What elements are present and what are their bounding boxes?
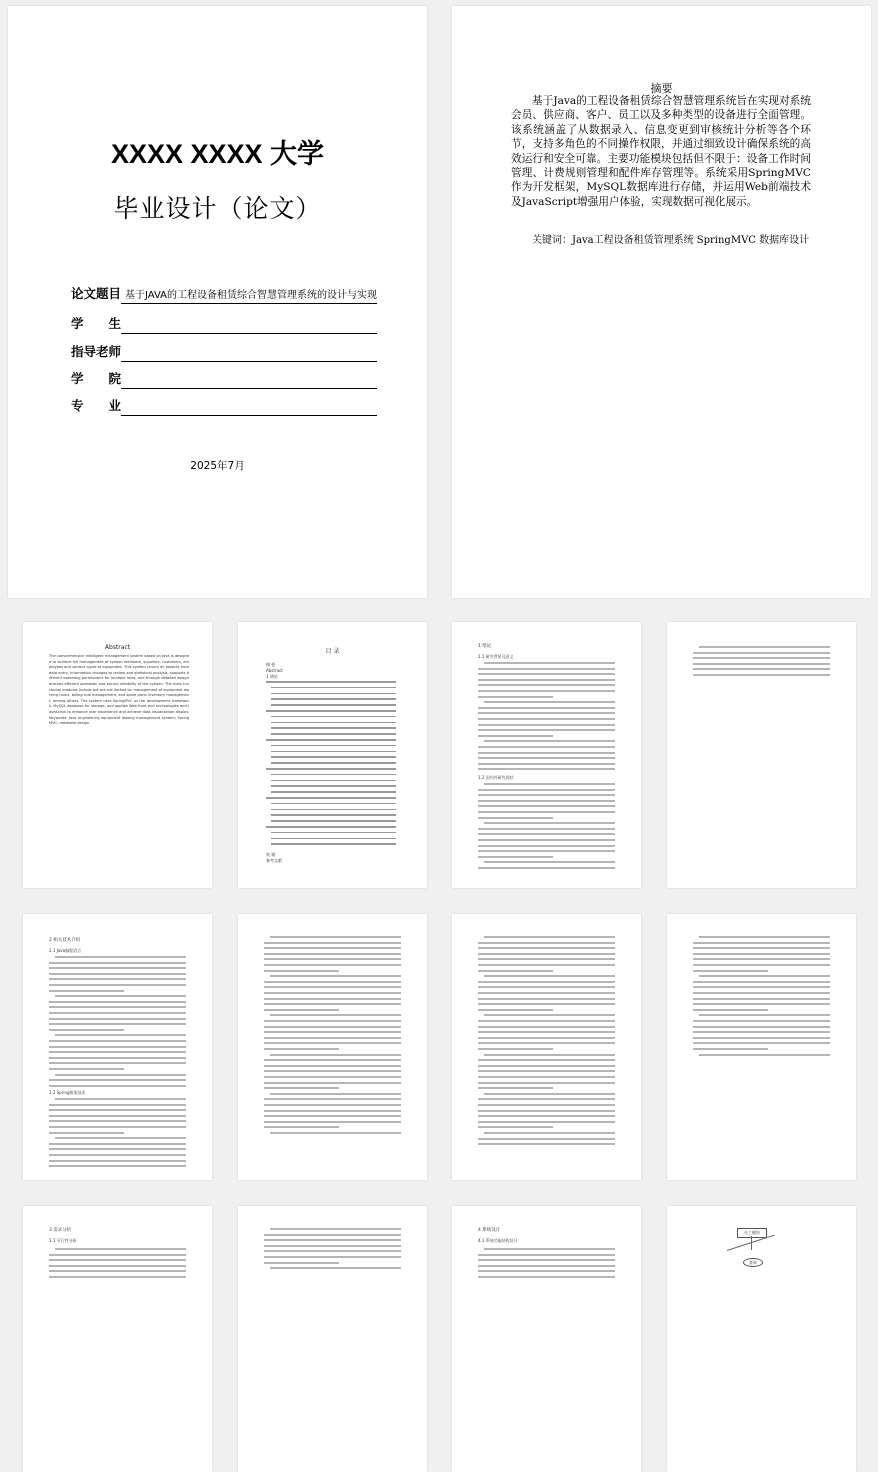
text-line bbox=[49, 1265, 186, 1267]
thesis-topic-value: 基于JAVA的工程设备租赁综合智慧管理系统的设计与实现 bbox=[125, 290, 378, 301]
text-line bbox=[484, 975, 615, 977]
thumb-page-chapter2-cont2 bbox=[452, 914, 641, 1180]
text-line bbox=[478, 724, 615, 726]
text-line bbox=[270, 1093, 401, 1095]
text-line bbox=[264, 1065, 401, 1067]
text-line bbox=[478, 1076, 615, 1078]
text-line bbox=[699, 1054, 830, 1056]
text-line bbox=[478, 1082, 615, 1084]
toc-title: 目 录 bbox=[325, 648, 340, 655]
text-line bbox=[264, 1082, 401, 1084]
text-line bbox=[49, 1259, 186, 1261]
text-line bbox=[49, 1018, 186, 1020]
text-line bbox=[478, 684, 615, 686]
text-line bbox=[693, 970, 768, 972]
chapter-heading: 4 系统设计 bbox=[478, 1228, 501, 1233]
text-line bbox=[55, 995, 186, 997]
text-line bbox=[484, 701, 615, 703]
section-heading: 2.1 Java编程语言 bbox=[49, 948, 82, 953]
thumb-page-chapter3 bbox=[23, 1206, 212, 1472]
thumb-page-chapter3-cont bbox=[238, 1206, 427, 1472]
chapter-heading: 1 绪论 bbox=[478, 644, 492, 649]
text-line bbox=[699, 975, 830, 977]
toc-line bbox=[271, 843, 396, 845]
info-row-advisor bbox=[71, 340, 377, 362]
text-line bbox=[478, 696, 553, 698]
toc-line bbox=[266, 768, 396, 770]
text-line bbox=[264, 1126, 339, 1128]
text-line bbox=[49, 990, 124, 992]
text-line bbox=[264, 1076, 401, 1078]
text-line bbox=[478, 794, 615, 796]
text-line bbox=[693, 1026, 830, 1028]
toc-entry: 参考文献 bbox=[266, 858, 282, 863]
text-line bbox=[55, 1248, 186, 1250]
text-line bbox=[49, 1126, 186, 1128]
text-line bbox=[478, 800, 615, 802]
info-row-college bbox=[71, 367, 377, 389]
text-line bbox=[478, 1254, 615, 1256]
text-line bbox=[484, 1248, 615, 1250]
text-line bbox=[264, 1059, 401, 1061]
text-line bbox=[478, 1121, 615, 1123]
thumb-page-english-abstract bbox=[23, 622, 212, 888]
toc-line bbox=[271, 722, 396, 724]
text-line bbox=[478, 1087, 553, 1089]
text-line bbox=[478, 1026, 615, 1028]
text-line bbox=[49, 1148, 186, 1150]
text-line bbox=[264, 1098, 401, 1100]
text-line bbox=[49, 1085, 186, 1087]
text-line bbox=[478, 690, 615, 692]
text-line bbox=[478, 1048, 553, 1050]
text-line bbox=[693, 663, 830, 665]
english-abstract-heading: Abstract bbox=[104, 644, 131, 651]
info-label: 专 业 bbox=[71, 398, 121, 413]
toc-line bbox=[271, 687, 396, 689]
text-line bbox=[699, 646, 830, 648]
text-line bbox=[270, 936, 401, 938]
text-line bbox=[478, 1138, 615, 1140]
text-line bbox=[699, 936, 830, 938]
text-line bbox=[478, 992, 615, 994]
text-line bbox=[484, 936, 615, 938]
text-line bbox=[264, 1003, 401, 1005]
toc-line bbox=[271, 803, 396, 805]
text-line bbox=[478, 752, 615, 754]
text-line bbox=[49, 1057, 186, 1059]
text-line bbox=[484, 1132, 615, 1134]
text-line bbox=[49, 1001, 186, 1003]
text-line bbox=[478, 707, 615, 709]
text-line bbox=[478, 850, 615, 852]
toc-line bbox=[271, 727, 396, 729]
text-line bbox=[478, 673, 615, 675]
text-line bbox=[264, 1239, 401, 1241]
text-line bbox=[264, 1115, 401, 1117]
toc-line bbox=[271, 745, 396, 747]
text-line bbox=[49, 1104, 186, 1106]
text-line bbox=[478, 1059, 615, 1061]
text-line bbox=[478, 1037, 615, 1039]
text-line bbox=[264, 953, 401, 955]
info-row-student bbox=[71, 312, 377, 334]
text-line bbox=[478, 1065, 615, 1067]
text-line bbox=[49, 1051, 186, 1053]
toc-line bbox=[271, 704, 396, 706]
text-line bbox=[49, 1068, 124, 1070]
toc-line bbox=[271, 838, 396, 840]
text-line bbox=[49, 978, 186, 980]
text-line bbox=[693, 947, 830, 949]
text-line bbox=[49, 1029, 124, 1031]
toc-line bbox=[271, 762, 396, 764]
text-line bbox=[55, 956, 186, 958]
text-line bbox=[270, 1054, 401, 1056]
text-line bbox=[478, 1126, 553, 1128]
text-line bbox=[484, 783, 615, 785]
underline bbox=[121, 303, 377, 304]
text-line bbox=[484, 1093, 615, 1095]
text-line bbox=[478, 1020, 615, 1022]
underline bbox=[121, 388, 377, 389]
text-line bbox=[264, 1042, 401, 1044]
text-line bbox=[55, 1098, 186, 1100]
thumb-page-chapter1-cont bbox=[667, 622, 856, 888]
text-line bbox=[478, 867, 615, 869]
chapter-heading: 3 需求分析 bbox=[49, 1228, 72, 1233]
text-line bbox=[478, 1276, 615, 1278]
text-line bbox=[478, 668, 615, 670]
thumb-page-chapter1 bbox=[452, 622, 641, 888]
text-line bbox=[264, 1104, 401, 1106]
text-line bbox=[478, 757, 615, 759]
thesis-type-title: 毕业设计（论文） bbox=[113, 194, 322, 223]
toc-line bbox=[271, 809, 396, 811]
english-abstract-body: The comprehensive intelligent management system based on Java is designed to achieve full management of system members, suppliers, customers, employees and various types of equipment. This system covers all aspects from data entry, information changes to review and statistical analysis, supports different operating permissions for multiple roles, and through detailed design ensures efficient operation and secure reliability of the system. The main functional modules include but are not limited to: management of equipment working hours, billing rule management, and spare parts inventory management, among others. The system uses SpringMVC as the development framework, MySQL database for storage, and applies Web front-end technologies and JavaScript to enhance user experience and achieve data visualization display. Keywords: Java engineering equipment leasing management system; SpringMVC; database design bbox=[49, 654, 189, 726]
text-line bbox=[264, 1250, 401, 1252]
toc-line bbox=[271, 693, 396, 695]
abstract-heading: 摘要 bbox=[650, 82, 673, 95]
text-line bbox=[693, 652, 830, 654]
cover-page bbox=[8, 6, 427, 598]
text-line bbox=[478, 1259, 615, 1261]
text-line bbox=[693, 964, 830, 966]
section-heading: 1.2 国内外研究现状 bbox=[478, 775, 514, 780]
thumb-page-chapter2-cont3 bbox=[667, 914, 856, 1180]
text-line bbox=[693, 992, 830, 994]
abstract-page bbox=[452, 6, 871, 598]
toc-line bbox=[271, 698, 396, 700]
text-line bbox=[484, 1054, 615, 1056]
abstract-keywords: 关键词：Java工程设备租赁管理系统 SpringMVC 数据库设计 bbox=[532, 235, 810, 246]
text-line bbox=[478, 1115, 615, 1117]
text-line bbox=[478, 839, 615, 841]
text-line bbox=[478, 789, 615, 791]
underline bbox=[121, 361, 377, 362]
text-line bbox=[478, 1070, 615, 1072]
text-line bbox=[484, 740, 615, 742]
toc-line bbox=[271, 780, 396, 782]
text-line bbox=[478, 729, 615, 731]
toc-line bbox=[271, 785, 396, 787]
text-line bbox=[478, 981, 615, 983]
underline bbox=[121, 333, 377, 334]
text-line bbox=[49, 1270, 186, 1272]
cover-date: 2025年7月 bbox=[190, 460, 245, 472]
text-line bbox=[478, 811, 615, 813]
text-line bbox=[49, 1006, 186, 1008]
text-line bbox=[270, 1267, 401, 1269]
section-heading: 1.1 研究背景及意义 bbox=[478, 654, 514, 659]
text-line bbox=[478, 712, 615, 714]
text-line bbox=[264, 1037, 401, 1039]
text-line bbox=[264, 1121, 401, 1123]
university-name: XXXX XXXX 大学 bbox=[110, 139, 325, 169]
text-line bbox=[478, 947, 615, 949]
text-line bbox=[264, 942, 401, 944]
section-heading: 3.1 可行性分析 bbox=[49, 1238, 77, 1243]
text-line bbox=[49, 973, 186, 975]
text-line bbox=[478, 817, 553, 819]
text-line bbox=[478, 1270, 615, 1272]
toc-line bbox=[266, 710, 396, 712]
text-line bbox=[270, 1228, 401, 1230]
text-line bbox=[49, 967, 186, 969]
text-line bbox=[478, 1009, 553, 1011]
thumb-page-diagram bbox=[667, 1206, 856, 1472]
text-line bbox=[264, 1026, 401, 1028]
text-line bbox=[693, 942, 830, 944]
text-line bbox=[693, 657, 830, 659]
text-line bbox=[264, 1048, 339, 1050]
text-line bbox=[478, 998, 615, 1000]
toc-line bbox=[271, 751, 396, 753]
text-line bbox=[264, 992, 401, 994]
text-line bbox=[478, 833, 615, 835]
text-line bbox=[478, 856, 553, 858]
text-line bbox=[264, 981, 401, 983]
toc-entry: 致 谢 bbox=[266, 852, 276, 857]
text-line bbox=[478, 1265, 615, 1267]
text-line bbox=[264, 1245, 401, 1247]
text-line bbox=[55, 1034, 186, 1036]
text-line bbox=[264, 1087, 339, 1089]
text-line bbox=[264, 1070, 401, 1072]
text-line bbox=[49, 1120, 186, 1122]
thumb-page-chapter4 bbox=[452, 1206, 641, 1472]
text-line bbox=[478, 1098, 615, 1100]
text-line bbox=[270, 975, 401, 977]
section-heading: 4.1 系统功能结构设计 bbox=[478, 1238, 518, 1243]
text-line bbox=[264, 970, 339, 972]
text-line bbox=[693, 674, 830, 676]
text-line bbox=[693, 1020, 830, 1022]
text-line bbox=[49, 1046, 186, 1048]
toc-line bbox=[271, 774, 396, 776]
toc-line bbox=[271, 733, 396, 735]
section-heading: 2.2 Spring框架技术 bbox=[49, 1090, 86, 1095]
thumb-page-toc bbox=[238, 622, 427, 888]
text-line bbox=[49, 1143, 186, 1145]
text-line bbox=[49, 1023, 186, 1025]
text-line bbox=[478, 1110, 615, 1112]
text-line bbox=[49, 1115, 186, 1117]
text-line bbox=[264, 958, 401, 960]
text-line bbox=[478, 942, 615, 944]
toc-line bbox=[266, 739, 396, 741]
text-line bbox=[693, 1031, 830, 1033]
text-line bbox=[49, 1062, 186, 1064]
text-line bbox=[49, 1154, 186, 1156]
text-line bbox=[484, 822, 615, 824]
chapter-heading: 2 相关技术介绍 bbox=[49, 938, 81, 943]
toc-entry: 1 绪论 bbox=[266, 674, 278, 679]
text-line bbox=[478, 763, 615, 765]
text-line bbox=[49, 1165, 186, 1167]
text-line bbox=[478, 746, 615, 748]
text-line bbox=[478, 828, 615, 830]
text-line bbox=[484, 861, 615, 863]
info-row-topic bbox=[71, 282, 377, 304]
text-line bbox=[264, 986, 401, 988]
text-line bbox=[49, 962, 186, 964]
toc-line bbox=[266, 681, 396, 683]
abstract-body: 基于Java的工程设备租赁综合智慧管理系统旨在实现对系统会员、供应商、客户、员工以及多种类型的设备进行全面管理。该系统涵盖了从数据录入、信息变更到审核统计分析等各个环节，支持多角色的不同操作权限，并通过细致设计确保系统的高效运行和安全可靠。主要功能模块包括但不限于：设备工作时间管理、计费规则管理和配件库存管理等。系统采用SpringMVC作为开发框架，MySQL数据库进行存储，并运用Web前端技术及JavaScript增强用户体验，实现数据可视化展示。 bbox=[511, 95, 811, 208]
text-line bbox=[264, 1009, 339, 1011]
text-line bbox=[478, 1104, 615, 1106]
toc-line bbox=[266, 797, 396, 799]
diagram-child-node: 查询 bbox=[743, 1258, 763, 1267]
text-line bbox=[478, 964, 615, 966]
text-line bbox=[264, 1234, 401, 1236]
toc-line bbox=[271, 832, 396, 834]
text-line bbox=[49, 1012, 186, 1014]
text-line bbox=[264, 947, 401, 949]
text-line bbox=[264, 1256, 401, 1258]
text-line bbox=[49, 1160, 186, 1162]
toc-line bbox=[271, 756, 396, 758]
toc-line bbox=[271, 814, 396, 816]
text-line bbox=[693, 998, 830, 1000]
text-line bbox=[55, 1137, 186, 1139]
text-line bbox=[270, 1132, 401, 1134]
text-line bbox=[49, 984, 186, 986]
text-line bbox=[693, 986, 830, 988]
toc-line bbox=[271, 791, 396, 793]
text-line bbox=[270, 1014, 401, 1016]
text-line bbox=[693, 1003, 830, 1005]
underline bbox=[121, 415, 377, 416]
text-line bbox=[478, 1031, 615, 1033]
text-line bbox=[55, 1074, 186, 1076]
text-line bbox=[699, 1014, 830, 1016]
text-line bbox=[693, 1042, 830, 1044]
text-line bbox=[264, 998, 401, 1000]
toc-entry: Abstract bbox=[266, 668, 283, 673]
text-line bbox=[478, 953, 615, 955]
text-line bbox=[49, 1040, 186, 1042]
text-line bbox=[49, 1109, 186, 1111]
text-line bbox=[478, 970, 553, 972]
text-line bbox=[693, 1048, 768, 1050]
text-line bbox=[693, 958, 830, 960]
text-line bbox=[484, 662, 615, 664]
toc-line bbox=[266, 826, 396, 828]
text-line bbox=[478, 1003, 615, 1005]
text-line bbox=[478, 845, 615, 847]
text-line bbox=[693, 1009, 768, 1011]
text-line bbox=[264, 1020, 401, 1022]
toc-line bbox=[271, 716, 396, 718]
text-line bbox=[478, 958, 615, 960]
diagram-root-node: 员工模块 bbox=[737, 1228, 767, 1238]
toc-line bbox=[271, 820, 396, 822]
text-line bbox=[49, 1132, 124, 1134]
info-label: 学 院 bbox=[71, 371, 121, 386]
text-line bbox=[264, 1031, 401, 1033]
info-label: 学 生 bbox=[71, 316, 121, 331]
info-label: 论文题目 bbox=[71, 286, 122, 301]
text-line bbox=[693, 981, 830, 983]
text-line bbox=[693, 1037, 830, 1039]
text-line bbox=[49, 1276, 186, 1278]
text-line bbox=[478, 1143, 615, 1145]
info-row-major bbox=[71, 394, 377, 416]
text-line bbox=[693, 953, 830, 955]
text-line bbox=[478, 679, 615, 681]
text-line bbox=[264, 1110, 401, 1112]
thumb-page-chapter2-cont bbox=[238, 914, 427, 1180]
thumb-page-chapter2 bbox=[23, 914, 212, 1180]
text-line bbox=[49, 1254, 186, 1256]
text-line bbox=[478, 805, 615, 807]
text-line bbox=[478, 986, 615, 988]
text-line bbox=[478, 718, 615, 720]
text-line bbox=[264, 1262, 339, 1264]
info-label: 指导老师 bbox=[71, 344, 122, 359]
text-line bbox=[264, 964, 401, 966]
text-line bbox=[478, 735, 553, 737]
text-line bbox=[478, 768, 615, 770]
text-line bbox=[484, 1014, 615, 1016]
text-line bbox=[478, 1042, 615, 1044]
text-line bbox=[49, 1079, 186, 1081]
toc-entry: 摘 要 bbox=[266, 662, 276, 667]
text-line bbox=[693, 668, 830, 670]
